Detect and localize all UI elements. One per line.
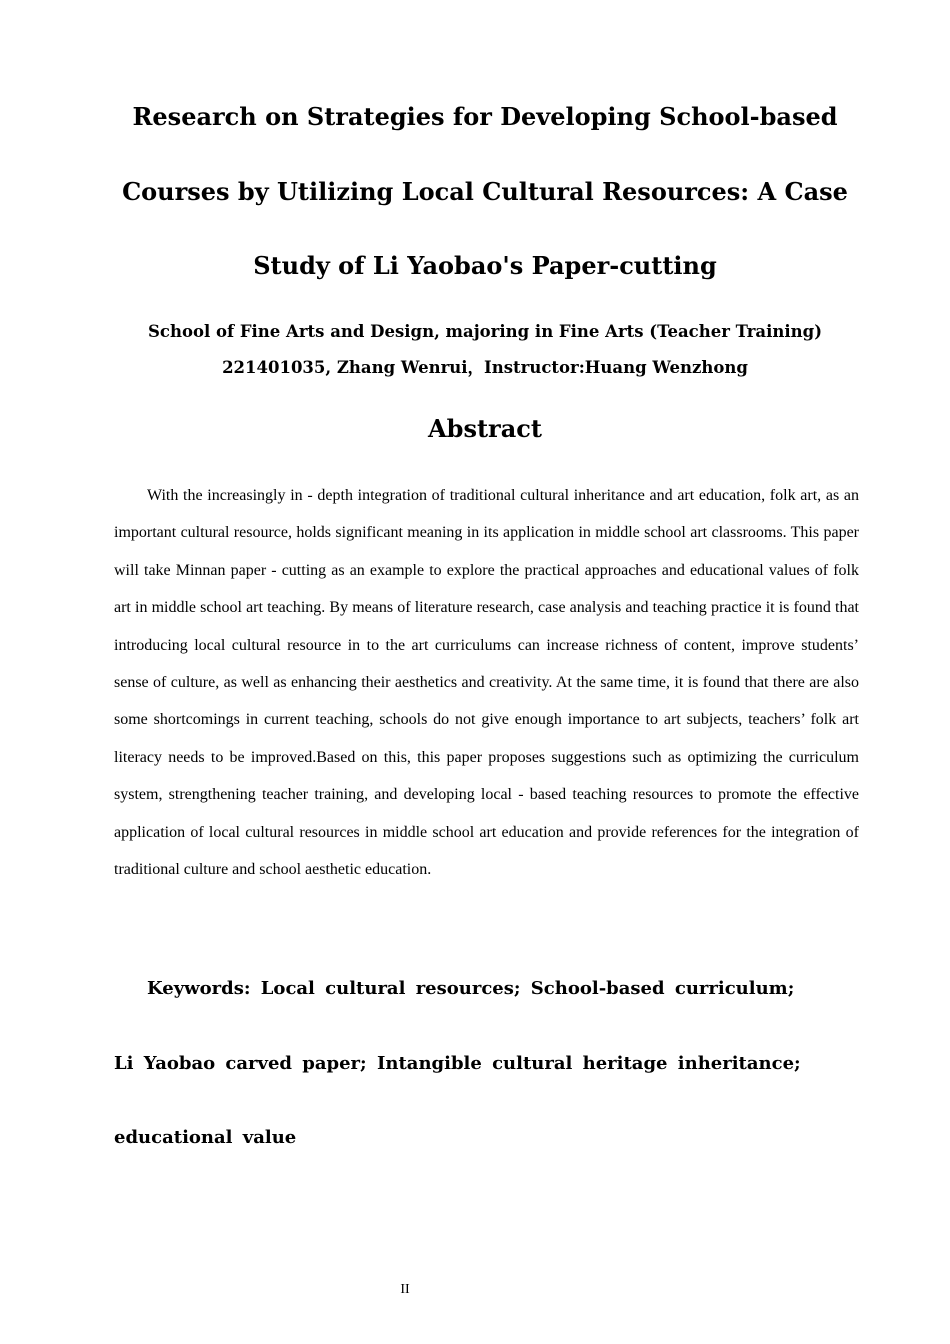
page-number: II — [400, 1282, 410, 1297]
affiliation: School of Fine Arts and Design, majoring in Fine Arts (Teacher Training) — [148, 322, 822, 341]
keywords: Keywords: Local cultural resources; School-based curriculum; Li Yaobao carved paper; Intangible cultural heritage inheritance; educational value — [114, 978, 801, 1148]
abstract-heading: Abstract — [428, 414, 542, 443]
author-line: 221401035, Zhang Wenrui，Instructor:Huang Wenzhong — [222, 358, 748, 377]
paper-title: Research on Strategies for Developing School-based Courses by Utilizing Local Cultural Resources: A Case Study of Li Yaobao's Paper-cutting — [122, 102, 848, 280]
abstract-body: With the increasingly in - depth integration of traditional cultural inheritance and art education, folk art, as an important cultural resource, holds significant meaning in its application in middle school art classrooms. This paper will take Minnan paper - cutting as an example to explore the practical approaches and educational values of folk art in middle school art teaching. By means of literature research, case analysis and teaching practice it is found that introducing local cultural resource in to the art curriculums can increase richness of content, improve students’ sense of culture, as well as enhancing their aesthetics and creativity. At the same time, it is found that there are also some shortcomings in current teaching, schools do not give enough importance to art subjects, teachers’ folk art literacy needs to be improved.Based on this, this paper proposes suggestions such as optimizing the curriculum system, strengthening teacher training, and developing local - based teaching resources to promote the effective application of local cultural resources in middle school art education and provide references for the integration of traditional culture and school aesthetic education. — [114, 487, 859, 879]
